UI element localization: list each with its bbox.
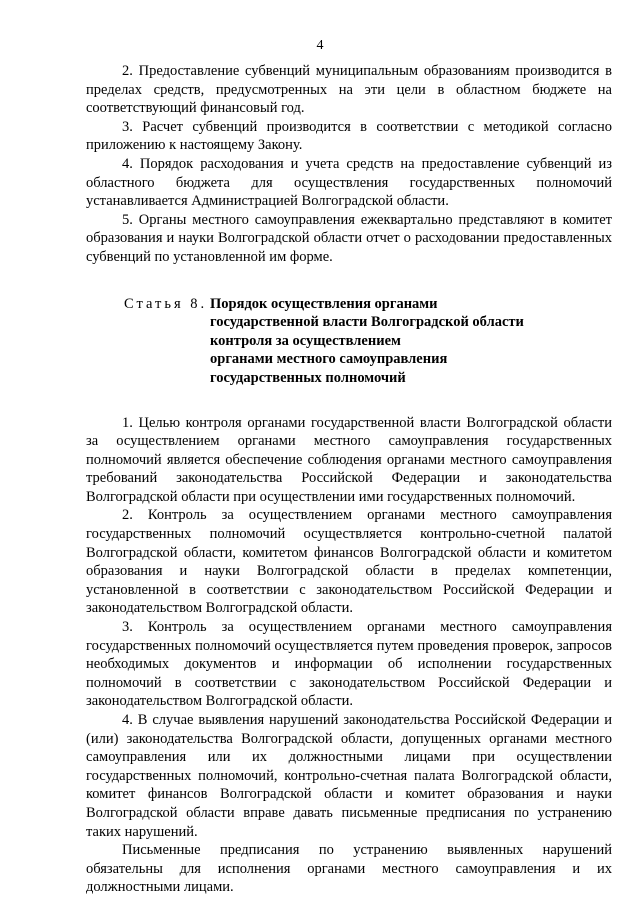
article-title xyxy=(210,295,612,388)
paragraph-intro-2: 3. Расчет субвенций производится в соответствии с методикой согласно приложению к настоящему Закону. xyxy=(86,118,612,154)
article-title-line-5: государственных полномочий xyxy=(210,369,406,386)
paragraph-intro-1: 2. Предоставление субвенций муниципальным образованиям производится в пределах средств, предусмотренных на эти цели в областном бюджете на соответствующий финансовый год. xyxy=(86,63,612,117)
paragraph-article-4: 4. В случае выявления нарушений законодательства Российской Федерации и (или) законодательства Волгоградской области, допущенных органами местного самоуправления или их должностными лицами при осуществлении государственных полномочий, контрольно-счетная палата Волгоградской области, комитет финансов Волгоградской области и комитет образования и науки Волгоградской области вправе давать письменные предписания по устранению таких нарушений. xyxy=(86,712,612,840)
article-heading xyxy=(86,295,612,388)
paragraph-article-1: 1. Целью контроля органами государственной власти Волгоградской области за осуществлением органами местного самоуправления государственных полномочий является обеспечение соблюдения органами местного самоуправления требований законодательства Российской Федерации и законодательства Волгоградской области при осуществлении ими государственных полномочий. xyxy=(86,414,612,505)
article-title-line-3: контроля за осуществлением xyxy=(210,332,401,349)
article-number: Статья 8. xyxy=(124,295,208,312)
paragraph-article-3: 3. Контроль за осуществлением органами местного самоуправления государственных полномочий осуществляется путем проведения проверок, запросов необходимых документов и информации об исполнении государственных полномочий в соответствии с законодательством Российской Федерации и законодательством Волгоградской области. xyxy=(86,619,612,710)
page-number: 4 xyxy=(316,38,324,53)
paragraph-article-2: 2. Контроль за осуществлением органами местного самоуправления государственных полномочий осуществляется контрольно-счетной палатой Волгоградской области, комитетом финансов Волгоградской области и комитетом образования и науки Волгоградской области в пределах компетенции, установленной в соответствии с законодательством Российской Федерации и законодательством Волгоградской области. xyxy=(86,507,612,617)
paragraph-intro-3: 4. Порядок расходования и учета средств на предоставление субвенций из областного бюджета для осуществления государственных полномочий устанавливается Администрацией Волгоградской области. xyxy=(86,155,612,210)
document-body xyxy=(86,62,612,897)
paragraph-article-5: Письменные предписания по устранению выявленных нарушений обязательны для исполнения органами местного самоуправления и их должностными лицами. xyxy=(86,842,612,896)
article-title-line-1: Порядок осуществления органами xyxy=(210,295,438,312)
paragraph-intro-4: 5. Органы местного самоуправления ежеквартально представляют в комитет образования и науки Волгоградской области отчет о расходовании предоставленных субвенций по установленной им форме. xyxy=(86,211,612,265)
article-title-line-2: государственной власти Волгоградской области xyxy=(210,314,524,331)
article-title-line-4: органами местного самоуправления xyxy=(210,351,448,368)
